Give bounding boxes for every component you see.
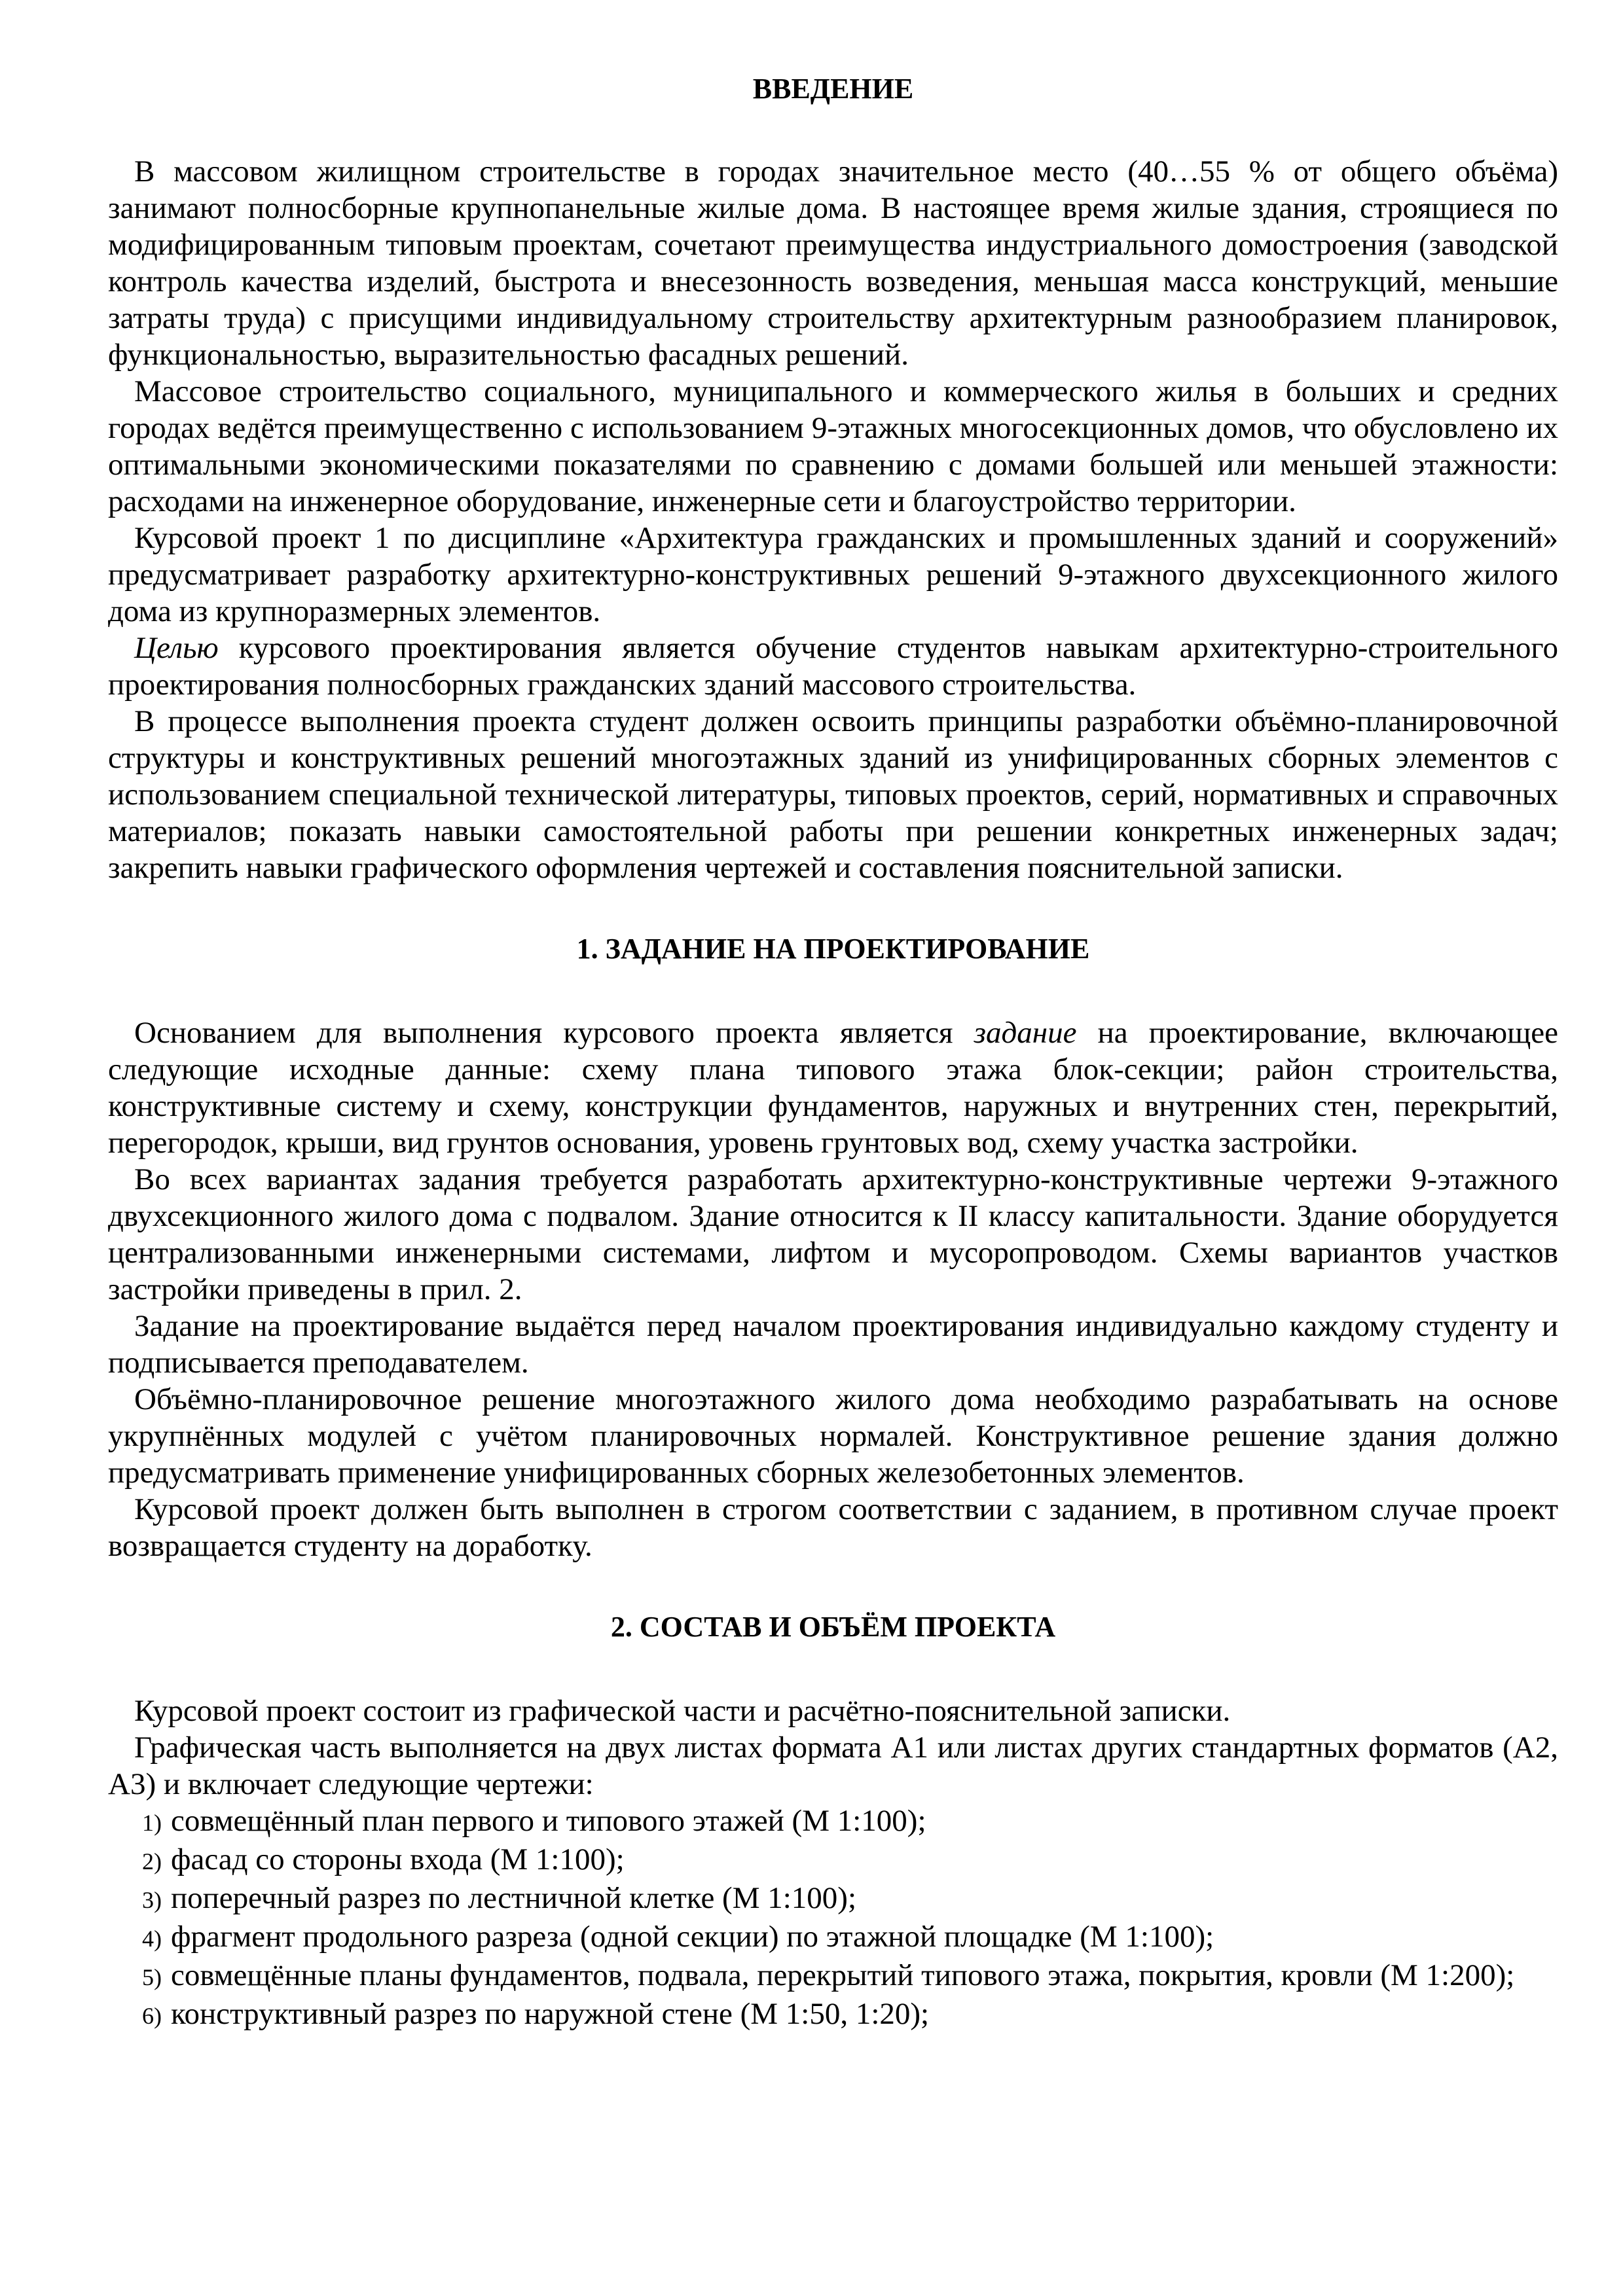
section-1-heading: 1. ЗАДАНИЕ НА ПРОЕКТИРОВАНИЕ bbox=[576, 933, 1090, 965]
list-item bbox=[108, 1918, 1558, 1957]
list-item-text: фрагмент продольного разреза (одной секции) по этажной площадке (М 1:100); bbox=[171, 1920, 1214, 1954]
list-item-text: совмещённые планы фундаментов, подвала, перекрытий типового этажа, покрытия, кровли (М 1:200); bbox=[171, 1958, 1515, 1992]
list-item bbox=[108, 1880, 1558, 1918]
list-item-text: поперечный разрез по лестничной клетке (М 1:100); bbox=[171, 1881, 857, 1915]
section-1-paragraph-2: Во всех вариантах задания требуется разработать архитектурно-конструктивные чертежи 9-этажного двухсекционного жилого дома с подвалом. Здание относится к II классу капитальности. Здание оборудуется централизованными инженерными системами, лифтом и мусоропроводом. Схемы вариантов участков застройки приведены в прил. 2. bbox=[108, 1162, 1558, 1306]
goal-emphasis: Целью bbox=[134, 631, 219, 665]
list-item-number: 1) bbox=[142, 1810, 162, 1836]
goal-text: курсового проектирования является обучение студентов навыкам архитектурно-строительного проектирования полносборных гражданских зданий массового строительства. bbox=[108, 631, 1558, 702]
list-item bbox=[108, 1996, 1558, 2034]
list-item bbox=[108, 1841, 1558, 1880]
list-item-text: фасад со стороны входа (М 1:100); bbox=[171, 1842, 625, 1876]
list-item bbox=[108, 1803, 1558, 1841]
section-2-paragraph-2: Графическая часть выполняется на двух листах формата А1 или листах других стандартных форматов (А2, А3) и включает следующие чертежи: bbox=[108, 1731, 1558, 1801]
intro-goal-paragraph bbox=[108, 630, 1558, 703]
section-1-paragraph-1 bbox=[108, 1014, 1558, 1161]
document-page bbox=[108, 71, 1558, 2034]
list-item-number: 4) bbox=[142, 1926, 162, 1952]
task-emphasis: задание bbox=[974, 1016, 1077, 1050]
intro-heading: ВВЕДЕНИЕ bbox=[752, 73, 914, 105]
list-item-number: 5) bbox=[142, 1964, 162, 1990]
list-item-text: совмещённый план первого и типового этажей (М 1:100); bbox=[171, 1804, 926, 1838]
section-2-heading: 2. СОСТАВ И ОБЪЁМ ПРОЕКТА bbox=[610, 1611, 1056, 1643]
intro-paragraph-5: В процессе выполнения проекта студент должен освоить принципы разработки объёмно-планировочной структуры и конструктивных решений многоэтажных зданий из унифицированных сборных элементов с использованием специальной технической литературы, типовых проектов, серий, нормативных и справочных материалов; показать навыки самостоятельной работы при решении конкретных инженерных задач; закрепить навыки графического оформления чертежей и составления пояснительной записки. bbox=[108, 704, 1558, 885]
intro-paragraph-1: В массовом жилищном строительстве в городах значительное место (40…55 % от общего объёма) занимают полносборные крупнопанельные жилые дома. В настоящее время жилые здания, строящиеся по модифицированным типовым проектам, сочетают преимущества индустриального домостроения (заводской контроль качества изделий, быстрота и внесезонность возведения, меньшая масса конструкций, меньшие затраты труда) с присущими индивидуальному строительству архитектурным разнообразием планировок, функциональностью, выразительностью фасадных решений. bbox=[108, 154, 1558, 372]
intro-paragraph-3: Курсовой проект 1 по дисциплине «Архитектура гражданских и промышленных зданий и сооружений» предусматривает разработку архитектурно-конструктивных решений 9-этажного двухсекционного жилого дома из крупноразмерных элементов. bbox=[108, 521, 1558, 628]
list-item-number: 6) bbox=[142, 2003, 162, 2029]
list-item-number: 3) bbox=[142, 1887, 162, 1913]
task-text-after: на проектирование, включающее следующие исходные данные: схему плана типового этажа блок-секции; район строительства, конструктивные систему и схему, конструкции фундаментов, наружных и внутренних стен, перекрытий, перегородок, крыши, вид грунтов основания, уровень грунтовых вод, схему участка застройки. bbox=[108, 1016, 1558, 1160]
list-item-text: конструктивный разрез по наружной стене (М 1:50, 1:20); bbox=[171, 1997, 930, 2031]
section-1-paragraph-5: Курсовой проект должен быть выполнен в строгом соответствии с заданием, в противном случае проект возвращается студенту на доработку. bbox=[108, 1492, 1558, 1563]
section-1-paragraph-4: Объёмно-планировочное решение многоэтажного жилого дома необходимо разрабатывать на основе укрупнённых модулей с учётом планировочных нормалей. Конструктивное решение здания должно предусматривать применение унифицированных сборных железобетонных элементов. bbox=[108, 1382, 1558, 1490]
intro-paragraph-2: Массовое строительство социального, муниципального и коммерческого жилья в больших и средних городах ведётся преимущественно с использованием 9-этажных многосекционных домов, что обусловлено их оптимальными экономическими показателями по сравнению с домами большей или меньшей этажности: расходами на инженерное оборудование, инженерные сети и благоустройство территории. bbox=[108, 374, 1558, 518]
list-item-number: 2) bbox=[142, 1848, 162, 1874]
section-2-paragraph-1: Курсовой проект состоит из графической части и расчётно-пояснительной записки. bbox=[134, 1694, 1231, 1728]
section-1-paragraph-3: Задание на проектирование выдаётся перед началом проектирования индивидуально каждому студенту и подписывается преподавателем. bbox=[108, 1309, 1558, 1380]
task-text-before: Основанием для выполнения курсового проекта является bbox=[134, 1016, 974, 1050]
list-item bbox=[108, 1957, 1558, 1996]
drawings-list bbox=[108, 1803, 1558, 2034]
